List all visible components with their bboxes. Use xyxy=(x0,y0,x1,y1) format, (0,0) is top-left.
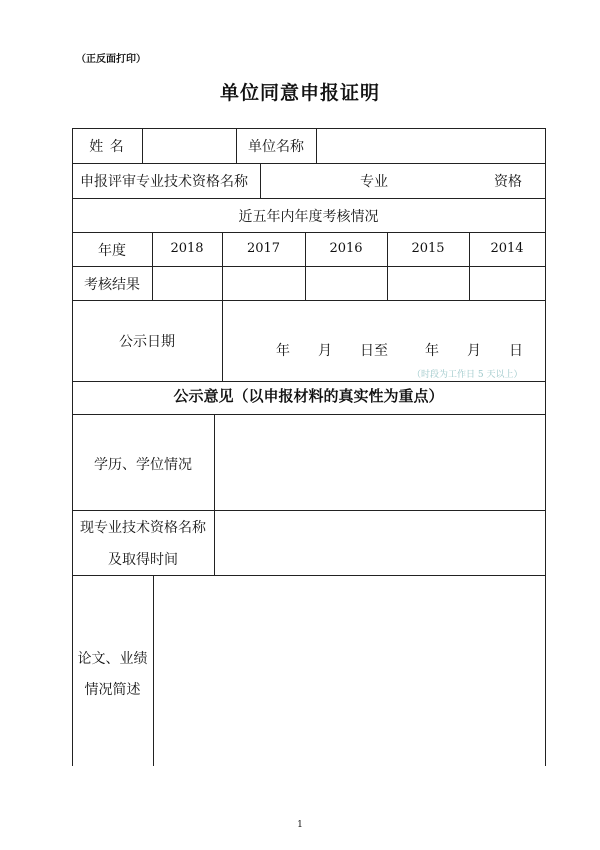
current-qualification-time-label: 及取得时间 xyxy=(108,552,178,568)
year-cell: 2014 xyxy=(490,241,524,256)
major-label: 专业 xyxy=(360,174,388,190)
date-month-start: 月 xyxy=(318,343,332,359)
cell-divider xyxy=(316,128,317,163)
row-divider xyxy=(72,575,545,576)
date-day-end: 日 xyxy=(509,343,523,359)
year-cell: 2015 xyxy=(411,241,445,256)
cell-divider xyxy=(260,163,261,198)
papers-label: 论文、业绩 xyxy=(77,651,148,667)
date-day-to: 日至 xyxy=(360,343,388,359)
appraisal-result-label: 考核结果 xyxy=(84,277,140,293)
year-cell: 2017 xyxy=(246,241,281,256)
publicity-opinion-title: 公示意见（以申报材料的真实性为重点） xyxy=(173,387,444,405)
row-divider xyxy=(72,198,545,199)
cell-divider xyxy=(214,414,215,575)
cell-divider xyxy=(142,128,143,163)
cell-divider xyxy=(153,575,154,766)
year-cell: 2018 xyxy=(170,241,204,256)
qualification-label: 资格 xyxy=(494,174,522,190)
unit-name-label: 单位名称 xyxy=(248,139,304,155)
publicity-duration-hint: （时段为工作日 5 天以上） xyxy=(412,370,523,380)
row-divider xyxy=(72,510,545,511)
date-year-start: 年 xyxy=(276,343,290,359)
row-divider xyxy=(72,414,545,415)
row-divider xyxy=(72,381,545,382)
date-year-end: 年 xyxy=(425,343,439,359)
year-label: 年度 xyxy=(98,243,126,259)
cell-divider xyxy=(222,300,223,381)
table-border-right xyxy=(545,128,546,766)
row-divider xyxy=(72,163,545,164)
row-divider xyxy=(72,300,545,301)
date-month-end: 月 xyxy=(467,343,481,359)
appraisal-section-title: 近五年内年度考核情况 xyxy=(238,209,379,225)
qualification-name-label: 申报评审专业技术资格名称 xyxy=(80,174,248,190)
row-divider xyxy=(72,266,545,267)
name-label: 姓 名 xyxy=(89,139,125,155)
page-title: 单位同意申报证明 xyxy=(219,82,380,104)
publicity-date-label: 公示日期 xyxy=(119,334,175,350)
current-qualification-label: 现专业技术资格名称 xyxy=(80,520,206,536)
page-number: 1 xyxy=(297,820,303,830)
papers-summary-label: 情况简述 xyxy=(84,682,141,698)
education-label: 学历、学位情况 xyxy=(94,457,192,473)
print-note: （正反面打印） xyxy=(76,54,146,65)
year-cell: 2016 xyxy=(329,241,363,256)
row-divider xyxy=(72,232,545,233)
